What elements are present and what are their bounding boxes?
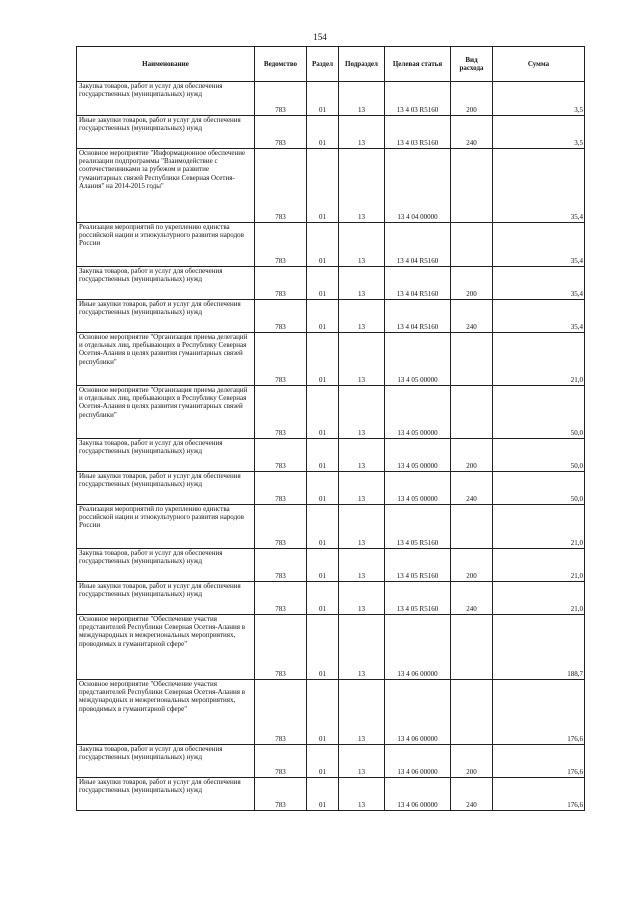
cell-expense-type: 240 bbox=[451, 116, 493, 149]
cell-section: 01 bbox=[307, 116, 339, 149]
table-row bbox=[77, 472, 585, 505]
cell-name: Закупка товаров, работ и услуг для обеспечения государственных (муниципальных) нужд bbox=[77, 82, 255, 116]
cell-name: Иные закупки товаров, работ и услуг для обеспечения государственных (муниципальных) нужд bbox=[77, 472, 255, 505]
table-body bbox=[77, 82, 585, 811]
cell-section: 01 bbox=[307, 386, 339, 439]
table-row bbox=[77, 778, 585, 811]
table-row bbox=[77, 223, 585, 267]
header-name: Наименование bbox=[77, 47, 255, 82]
cell-article: 13 4 03 R5160 bbox=[385, 116, 451, 149]
cell-article: 13 4 04 R5160 bbox=[385, 300, 451, 333]
cell-section: 01 bbox=[307, 549, 339, 582]
cell-name: Иные закупки товаров, работ и услуг для обеспечения государственных (муниципальных) нужд bbox=[77, 116, 255, 149]
table-row bbox=[77, 267, 585, 300]
cell-dept: 783 bbox=[255, 386, 307, 439]
cell-expense-type: 200 bbox=[451, 549, 493, 582]
cell-dept: 783 bbox=[255, 223, 307, 267]
cell-name: Основное мероприятие "Организация приема делегаций и отдельных лиц, пребывающих в Республику Северная Осетия-Алания в целях развития гуманитарных связей республики" bbox=[77, 333, 255, 386]
cell-amount: 176,6 bbox=[493, 745, 585, 778]
header-section: Раздел bbox=[307, 47, 339, 82]
cell-expense-type bbox=[451, 615, 493, 680]
header-expense-type: Вид расхода bbox=[451, 47, 493, 82]
cell-expense-type bbox=[451, 386, 493, 439]
cell-expense-type: 200 bbox=[451, 745, 493, 778]
cell-dept: 783 bbox=[255, 549, 307, 582]
cell-amount: 3,5 bbox=[493, 82, 585, 116]
cell-subsection: 13 bbox=[339, 745, 385, 778]
cell-amount: 21,0 bbox=[493, 505, 585, 549]
cell-article: 13 4 06 00000 bbox=[385, 615, 451, 680]
cell-subsection: 13 bbox=[339, 267, 385, 300]
cell-dept: 783 bbox=[255, 267, 307, 300]
cell-subsection: 13 bbox=[339, 439, 385, 472]
cell-expense-type bbox=[451, 505, 493, 549]
cell-section: 01 bbox=[307, 778, 339, 811]
table-row bbox=[77, 386, 585, 439]
cell-subsection: 13 bbox=[339, 300, 385, 333]
cell-subsection: 13 bbox=[339, 149, 385, 223]
cell-amount: 35,4 bbox=[493, 300, 585, 333]
cell-amount: 3,5 bbox=[493, 116, 585, 149]
cell-article: 13 4 04 R5160 bbox=[385, 223, 451, 267]
cell-article: 13 4 05 00000 bbox=[385, 439, 451, 472]
cell-amount: 21,0 bbox=[493, 582, 585, 615]
cell-amount: 176,6 bbox=[493, 778, 585, 811]
cell-name: Закупка товаров, работ и услуг для обеспечения государственных (муниципальных) нужд bbox=[77, 439, 255, 472]
cell-subsection: 13 bbox=[339, 82, 385, 116]
cell-section: 01 bbox=[307, 149, 339, 223]
budget-table bbox=[76, 46, 585, 811]
cell-section: 01 bbox=[307, 505, 339, 549]
cell-expense-type bbox=[451, 680, 493, 745]
cell-article: 13 4 06 00000 bbox=[385, 745, 451, 778]
cell-dept: 783 bbox=[255, 472, 307, 505]
cell-amount: 50,0 bbox=[493, 386, 585, 439]
cell-amount: 35,4 bbox=[493, 223, 585, 267]
cell-dept: 783 bbox=[255, 582, 307, 615]
cell-section: 01 bbox=[307, 223, 339, 267]
cell-amount: 35,4 bbox=[493, 267, 585, 300]
cell-name: Основное мероприятие "Организация приема делегаций и отдельных лиц, пребывающих в Республику Северная Осетия-Алания в целях развития гуманитарных связей республики" bbox=[77, 386, 255, 439]
cell-subsection: 13 bbox=[339, 223, 385, 267]
header-amount: Сумма bbox=[493, 47, 585, 82]
cell-expense-type bbox=[451, 149, 493, 223]
cell-name: Закупка товаров, работ и услуг для обеспечения государственных (муниципальных) нужд bbox=[77, 267, 255, 300]
cell-expense-type bbox=[451, 333, 493, 386]
cell-dept: 783 bbox=[255, 615, 307, 680]
cell-article: 13 4 05 R5160 bbox=[385, 582, 451, 615]
cell-subsection: 13 bbox=[339, 472, 385, 505]
cell-subsection: 13 bbox=[339, 549, 385, 582]
cell-section: 01 bbox=[307, 582, 339, 615]
cell-article: 13 4 04 00000 bbox=[385, 149, 451, 223]
cell-dept: 783 bbox=[255, 505, 307, 549]
cell-amount: 35,4 bbox=[493, 149, 585, 223]
cell-amount: 50,0 bbox=[493, 472, 585, 505]
cell-name: Закупка товаров, работ и услуг для обеспечения государственных (муниципальных) нужд bbox=[77, 745, 255, 778]
cell-expense-type bbox=[451, 223, 493, 267]
cell-amount: 21,0 bbox=[493, 549, 585, 582]
cell-name: Закупка товаров, работ и услуг для обеспечения государственных (муниципальных) нужд bbox=[77, 549, 255, 582]
cell-name: Основное мероприятие "Обеспечение участия представителей Республики Северная Осетия-Алания в международных и межрегиональных мероприятиях, проводимых в гуманитарной сфере" bbox=[77, 680, 255, 745]
header-subsection: Подраздел bbox=[339, 47, 385, 82]
cell-article: 13 4 05 00000 bbox=[385, 333, 451, 386]
cell-article: 13 4 06 00000 bbox=[385, 778, 451, 811]
table-row bbox=[77, 149, 585, 223]
cell-subsection: 13 bbox=[339, 615, 385, 680]
table-row bbox=[77, 333, 585, 386]
table-row bbox=[77, 745, 585, 778]
table-row bbox=[77, 505, 585, 549]
cell-section: 01 bbox=[307, 333, 339, 386]
cell-section: 01 bbox=[307, 82, 339, 116]
cell-subsection: 13 bbox=[339, 680, 385, 745]
cell-dept: 783 bbox=[255, 82, 307, 116]
cell-article: 13 4 05 00000 bbox=[385, 472, 451, 505]
cell-article: 13 4 05 R5160 bbox=[385, 549, 451, 582]
cell-expense-type: 200 bbox=[451, 439, 493, 472]
cell-dept: 783 bbox=[255, 300, 307, 333]
cell-amount: 21,0 bbox=[493, 333, 585, 386]
cell-subsection: 13 bbox=[339, 778, 385, 811]
cell-expense-type: 240 bbox=[451, 472, 493, 505]
cell-dept: 783 bbox=[255, 116, 307, 149]
cell-dept: 783 bbox=[255, 745, 307, 778]
cell-amount: 176,6 bbox=[493, 680, 585, 745]
cell-name: Иные закупки товаров, работ и услуг для обеспечения государственных (муниципальных) нужд bbox=[77, 582, 255, 615]
table-row bbox=[77, 680, 585, 745]
table-row bbox=[77, 300, 585, 333]
table-row bbox=[77, 439, 585, 472]
cell-section: 01 bbox=[307, 745, 339, 778]
cell-article: 13 4 05 R5160 bbox=[385, 505, 451, 549]
cell-article: 13 4 06 00000 bbox=[385, 680, 451, 745]
table-row bbox=[77, 82, 585, 116]
cell-expense-type: 240 bbox=[451, 582, 493, 615]
cell-expense-type: 200 bbox=[451, 267, 493, 300]
cell-name: Иные закупки товаров, работ и услуг для обеспечения государственных (муниципальных) нужд bbox=[77, 778, 255, 811]
table-row bbox=[77, 116, 585, 149]
cell-dept: 783 bbox=[255, 149, 307, 223]
cell-expense-type: 240 bbox=[451, 300, 493, 333]
cell-name: Реализация мероприятий по укреплению единства российской нации и этнокультурного развития народов России bbox=[77, 223, 255, 267]
cell-name: Основное мероприятие "Обеспечение участия представителей Республики Северная Осетия-Алания в международных и межрегиональных мероприятиях, проводимых в гуманитарной сфере" bbox=[77, 615, 255, 680]
cell-amount: 50,0 bbox=[493, 439, 585, 472]
cell-section: 01 bbox=[307, 472, 339, 505]
cell-article: 13 4 04 R5160 bbox=[385, 267, 451, 300]
header-dept: Ведомство bbox=[255, 47, 307, 82]
cell-subsection: 13 bbox=[339, 333, 385, 386]
page-number: 154 bbox=[313, 32, 327, 42]
table-header bbox=[77, 47, 585, 82]
cell-name: Основное мероприятие "Информационное обеспечение реализации подпрограммы "Взаимодействие с соотечественниками за рубежом и развитие гуманитарных связей Республики Северная Осетия-Алания" на 2014-2015 годы" bbox=[77, 149, 255, 223]
cell-subsection: 13 bbox=[339, 505, 385, 549]
cell-expense-type: 240 bbox=[451, 778, 493, 811]
cell-subsection: 13 bbox=[339, 582, 385, 615]
cell-article: 13 4 05 00000 bbox=[385, 386, 451, 439]
cell-dept: 783 bbox=[255, 778, 307, 811]
cell-dept: 783 bbox=[255, 439, 307, 472]
cell-name: Реализация мероприятий по укреплению единства российской нации и этнокультурного развития народов России bbox=[77, 505, 255, 549]
cell-expense-type: 200 bbox=[451, 82, 493, 116]
table-row bbox=[77, 615, 585, 680]
cell-section: 01 bbox=[307, 439, 339, 472]
cell-dept: 783 bbox=[255, 680, 307, 745]
cell-amount: 188,7 bbox=[493, 615, 585, 680]
table-row bbox=[77, 582, 585, 615]
header-article: Целевая статья bbox=[385, 47, 451, 82]
cell-article: 13 4 03 R5160 bbox=[385, 82, 451, 116]
cell-subsection: 13 bbox=[339, 116, 385, 149]
cell-subsection: 13 bbox=[339, 386, 385, 439]
cell-section: 01 bbox=[307, 680, 339, 745]
cell-section: 01 bbox=[307, 615, 339, 680]
cell-section: 01 bbox=[307, 267, 339, 300]
cell-section: 01 bbox=[307, 300, 339, 333]
cell-name: Иные закупки товаров, работ и услуг для обеспечения государственных (муниципальных) нужд bbox=[77, 300, 255, 333]
cell-dept: 783 bbox=[255, 333, 307, 386]
table-row bbox=[77, 549, 585, 582]
